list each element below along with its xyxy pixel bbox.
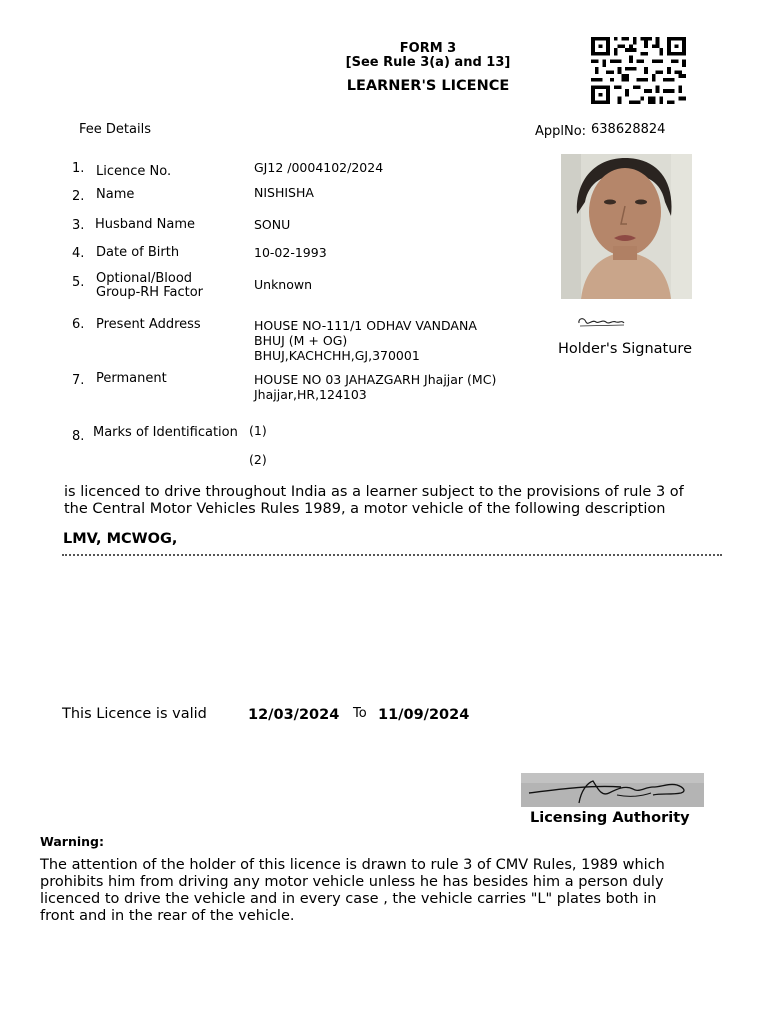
- holder-signature-label: Holder's Signature: [558, 341, 692, 357]
- permanent-address-value: [254, 372, 496, 402]
- address-line: HOUSE NO 03 JAHAZGARH Jhajjar (MC): [254, 372, 497, 387]
- address-line: HOUSE NO-111/1 ODHAV VANDANA: [254, 318, 477, 333]
- permanent-address-label: Permanent: [96, 371, 167, 386]
- field-number: 7.: [72, 373, 85, 388]
- form-number: FORM 3: [399, 41, 457, 56]
- valid-from-date: 12/03/2024: [248, 707, 340, 723]
- warning-line: The attention of the holder of this licence is drawn to rule 3 of CMV Rules, 1989 which: [40, 857, 665, 873]
- statement-line: the Central Motor Vehicles Rules 1989, a motor vehicle of the following description: [64, 501, 666, 517]
- field-number: 2.: [72, 189, 85, 204]
- warning-line: prohibits him from driving any motor vehicle unless he has besides him a person duly: [40, 874, 664, 890]
- holder-photo-image: [561, 154, 692, 299]
- address-line: BHUJ,KACHCHH,GJ,370001: [254, 348, 420, 363]
- field-number: 6.: [72, 317, 85, 332]
- dob-value: 10-02-1993: [254, 245, 327, 260]
- licence-no-label: Licence No.: [96, 164, 172, 179]
- warning-text: [40, 857, 665, 925]
- blood-group-label: [96, 272, 203, 300]
- licence-no-value: GJ12 /0004102/2024: [254, 160, 384, 175]
- vehicle-classes: LMV, MCWOG,: [63, 531, 178, 547]
- document-title: LEARNER'S LICENCE: [346, 78, 510, 94]
- licence-statement: [64, 484, 684, 518]
- dob-label: Date of Birth: [96, 245, 180, 260]
- field-number: 3.: [72, 218, 85, 233]
- present-address-value: [254, 318, 477, 363]
- husband-name-value: SONU: [254, 217, 291, 232]
- name-label: Name: [96, 187, 135, 202]
- rule-reference: [See Rule 3(a) and 13]: [345, 55, 511, 70]
- qr-code: [591, 37, 686, 104]
- warning-line: licenced to drive the vehicle and in every case , the vehicle carries "L" plates both in: [40, 891, 657, 907]
- field-number: 1.: [72, 161, 85, 176]
- appl-no-value: 638628824: [591, 122, 666, 137]
- licensing-authority-label: Licensing Authority: [530, 810, 690, 826]
- warning-line: front and in the rear of the vehicle.: [40, 908, 295, 924]
- present-address-label: Present Address: [96, 317, 201, 332]
- valid-to-date: 11/09/2024: [378, 707, 470, 723]
- field-number: 8.: [72, 429, 85, 444]
- dotted-divider: [62, 554, 722, 556]
- holder-photo: [561, 154, 692, 299]
- marks-label: Marks of Identification: [93, 425, 238, 440]
- address-line: BHUJ (M + OG): [254, 333, 348, 348]
- address-line: Jhajjar,HR,124103: [254, 387, 367, 402]
- appl-no-label: ApplNo:: [535, 124, 587, 139]
- validity-to-label: To: [353, 706, 367, 721]
- validity-label: This Licence is valid: [62, 706, 207, 722]
- authority-signature-image: [521, 773, 704, 807]
- mark-2: (2): [249, 452, 267, 467]
- fee-details-label: Fee Details: [79, 122, 151, 137]
- field-number: 4.: [72, 246, 85, 261]
- husband-name-label: Husband Name: [95, 217, 195, 232]
- blood-group-label-line1: Optional/Blood: [96, 271, 193, 286]
- statement-line: is licenced to drive throughout India as a learner subject to the provisions of rule 3 of: [64, 484, 684, 500]
- name-value: NISHISHA: [254, 185, 314, 200]
- warning-title: Warning:: [40, 834, 104, 849]
- blood-group-value: Unknown: [254, 277, 313, 292]
- field-number: 5.: [72, 275, 85, 290]
- blood-group-label-line2: Group-RH Factor: [96, 285, 204, 300]
- holder-signature-image: [574, 313, 634, 331]
- mark-1: (1): [249, 423, 267, 438]
